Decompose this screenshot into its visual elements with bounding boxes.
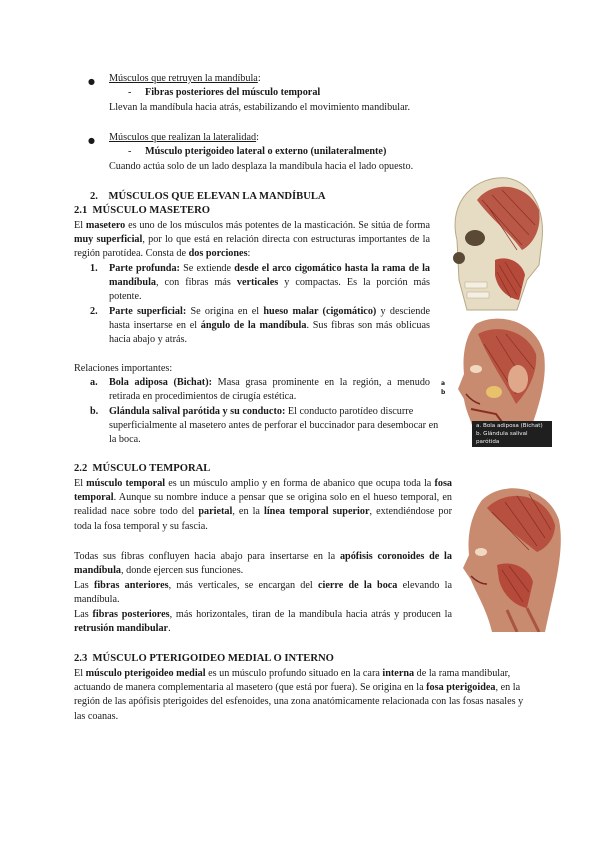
section-2-heading: 2. MÚSCULOS QUE ELEVAN LA MANDÍBULA — [90, 191, 326, 202]
list-marker: b. — [90, 406, 99, 417]
relacion-bola-adiposa: Bola adiposa (Bichat): Masa grasa prominente en la región, a menudo retirada en procedimientos de cirugía estética. — [109, 377, 431, 403]
temporal-p4: Las fibras posteriores, más horizontales, tiran de la mandíbula hacia atrás y producen la retrusión mandibular. — [74, 609, 452, 635]
masetero-skull-illustration — [447, 170, 545, 312]
section-2-2-heading: 2.2 MÚSCULO TEMPORAL — [74, 463, 211, 474]
list-marker: 1. — [90, 263, 98, 274]
legend-a: a. Bola adiposa (Bichat) — [476, 423, 543, 429]
temporal-p2: Todas sus fibras confluyen hacia abajo para insertarse en la apófisis coronoides de la mandíbula, donde ejercen sus funciones. — [74, 551, 452, 577]
lateralidad-item-title: Músculo pterigoideo lateral o externo (unilateralmente) — [145, 146, 387, 157]
retruyen-item-desc: Llevan la mandíbula hacia atrás, estabilizando el movimiento mandibular. — [109, 102, 410, 113]
legend-b: b. Glándula salival parótida — [476, 431, 528, 445]
bullet-icon: ● — [88, 77, 95, 86]
relaciones-label: Relaciones importantes: — [74, 363, 173, 374]
list-marker: 2. — [90, 306, 98, 317]
figure-legend — [472, 421, 552, 447]
figure-label-b: b — [441, 389, 446, 396]
masetero-parte-profunda: Parte profunda: Se extiende desde el arco cigomático hasta la rama de la mandíbula, con fibras más verticales y compactas. Es la porción más potente. — [109, 263, 431, 303]
bullet-icon: ● — [88, 136, 95, 145]
lateralidad-heading: Músculos que realizan la lateralidad: — [109, 132, 259, 143]
section-2-1-heading: 2.1 MÚSCULO MASETERO — [74, 205, 210, 216]
section-2-3-heading: 2.3 MÚSCULO PTERIGOIDEO MEDIAL O INTERNO — [74, 653, 334, 664]
masetero-parte-superficial: Parte superficial: Se origina en el hueso malar (cigomático) y desciende hasta insertarse en el ángulo de la mandíbula. Sus fibras son más oblicuas hacia abajo y atrás. — [109, 306, 431, 346]
lateralidad-item-desc: Cuando actúa solo de un lado desplaza la mandíbula hacia el lado opuesto. — [109, 161, 414, 172]
temporal-p1: El músculo temporal es un músculo amplio y en forma de abanico que ocupa toda la fosa temporal. Aunque su nombre induce a pensar que se origina solo en el hueso temporal, en realidad nace sobre todo del parietal, en la línea temporal superior, extendiéndose por toda la fosa temporal y su fascia. — [74, 478, 452, 532]
temporal-p3: Las fibras anteriores, más verticales, se encargan del cierre de la boca elevando la mandíbula. — [74, 580, 452, 606]
retruyen-heading: Músculos que retruyen la mandíbula: — [109, 73, 261, 84]
figure-label-a: a — [441, 380, 446, 387]
relacion-glandula-parotida: Glándula salival parótida y su conducto: El conducto parotídeo discurre superficialmente al masetero antes de perforar el buccinador para desembocar en la boca. — [109, 406, 439, 446]
pterigoideo-p1: El músculo pterigoideo medial es un músculo profundo situado en la cara interna de la rama mandibular, actuando de manera complementaria al masetero (que está por fuera). Se origina en la fosa pterigoidea, en la región de las apófisis pterigoides del esfenoides, una zona anatómicamente relacionada con las fosas nasales y las coanas. — [74, 668, 524, 722]
dash-icon: - — [128, 87, 132, 98]
retruyen-item-title: Fibras posteriores del músculo temporal — [145, 87, 321, 98]
dash-icon: - — [128, 146, 132, 157]
list-marker: a. — [90, 377, 98, 388]
masetero-intro: El masetero es uno de los músculos más potentes de la masticación. Se sitúa de forma muy superficial, por lo que está en relación directa con estructuras importantes de la región parotídea. Consta de dos porciones: — [74, 220, 431, 260]
temporal-illustration — [457, 480, 567, 632]
